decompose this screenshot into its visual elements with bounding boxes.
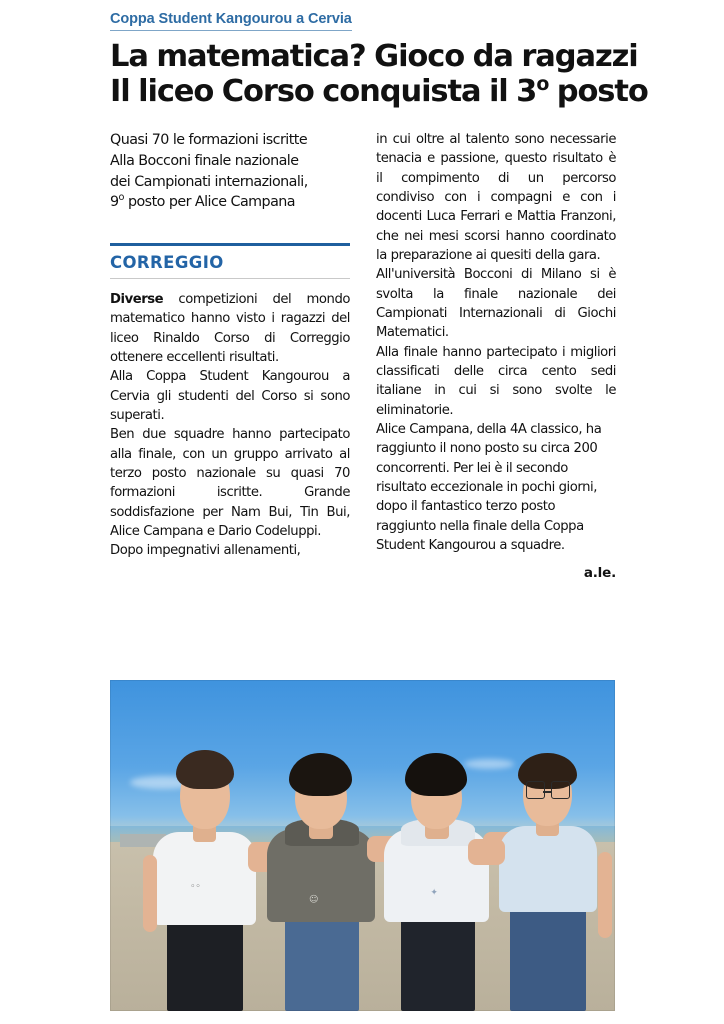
kicker-wrapper — [110, 0, 616, 31]
headline-line-2 — [110, 72, 648, 110]
paragraph: Dopo impegnativi allenamenti, — [110, 543, 301, 559]
person-2-hair — [289, 753, 352, 796]
person-1-legs — [167, 918, 243, 1011]
paragraph: in cui oltre al talento sono necessarie tenacia e passione, questo risultato è il compimento di un percorso condiviso con i compagni e con i docenti Luca Ferrari e Mattia Franzoni, che nei mesi scorsi hanno coordinato la preparazione ai quesiti della gara. — [376, 132, 616, 264]
person-3-hoodie-logo: ✦ — [430, 888, 438, 899]
paragraph: Ben due squadre hanno partecipato alla finale, con un gruppo arrivato al terzo posto nazionale su quasi 70 formazioni iscritte. Grande soddisfazione per Nam Bui, Tin Bui, Alice Campana e Dario Codeluppi. — [110, 427, 350, 539]
article-body-left — [110, 290, 350, 561]
person-4-arm-left — [468, 839, 505, 865]
lead-line-1: Quasi 70 le formazioni iscritte — [110, 132, 308, 149]
lead-line-4-text: 9 — [110, 194, 119, 211]
article-photo — [110, 680, 615, 1011]
article-body-right — [376, 130, 616, 555]
lead-line-3: dei Campionati internazionali, — [110, 173, 308, 190]
article-byline: a.le. — [583, 565, 616, 582]
glasses-lens-left — [526, 781, 545, 800]
glasses-bridge — [543, 791, 551, 793]
paragraph: Alice Campana, della 4A classico, ha raggiunto il nono posto su circa 200 concorrenti. Per lei è il secondo risultato eccezionale in pochi giorni, dopo il fantastico terzo posto raggiunto nella finale della Coppa Student Kangourou a squadre. — [376, 422, 602, 553]
person-3-hair — [405, 753, 467, 796]
lead-line-2: Alla Bocconi finale nazionale — [110, 152, 299, 169]
photo-scene — [110, 680, 615, 1011]
headline-line-2-text: Il liceo Corso conquista il 3 — [110, 73, 537, 109]
headline-line-2-tail: posto — [548, 73, 648, 109]
lead-line-4-tail: posto per Alice Campana — [123, 194, 296, 211]
paragraph: Alla finale hanno partecipato i migliori classificati delle circa cento sedi italiane in cui si sono svolte le eliminatorie. — [376, 344, 616, 418]
person-1-arm-left — [143, 855, 157, 931]
paragraph — [110, 290, 350, 367]
person-3-legs — [401, 912, 475, 1011]
person-2-legs — [285, 912, 359, 1011]
section-label-block — [110, 243, 350, 279]
person-2-hoodie-graphic: ☺ — [308, 895, 319, 906]
person-1-torso — [153, 832, 255, 925]
paragraph: Alla Coppa Student Kangourou a Cervia gli studenti del Corso si sono superati. — [110, 369, 350, 423]
paragraph: All'università Bocconi di Milano si è svolta la finale nazionale dei Campionati Internazionali di Giochi Matematici. — [376, 267, 616, 341]
article-column-right — [376, 130, 616, 581]
person-4-arm-right — [598, 852, 612, 938]
lead-ordinal-marker: o — [118, 192, 124, 204]
person-4-torso — [499, 826, 596, 912]
article-columns — [110, 130, 616, 581]
section-label: CORREGGIO — [110, 252, 224, 272]
headline-ordinal-marker: o — [536, 72, 549, 95]
person-1-hair — [176, 750, 234, 790]
person-1 — [140, 680, 271, 1011]
person-2 — [256, 680, 387, 1011]
person-4 — [484, 680, 615, 1011]
lead-line-4 — [110, 192, 350, 213]
article-content — [110, 0, 648, 582]
person-4-legs — [510, 902, 586, 1011]
article-kicker: Coppa Student Kangourou a Cervia — [110, 10, 352, 31]
section-rule-bottom — [110, 278, 350, 279]
person-1-shirt-logo: ◦◦ — [190, 881, 201, 892]
glasses-lens-right — [551, 781, 570, 800]
lead-in-bold: Diverse — [110, 291, 164, 307]
headline-line-1: La matematica? Gioco da ragazzi — [110, 39, 638, 75]
page-title — [110, 39, 648, 110]
article-column-left — [110, 130, 350, 581]
article-lead — [110, 130, 350, 213]
paragraph-text: competizioni del mondo matematico hanno visto i ragazzi del liceo Rinaldo Corso di Correggio ottenere eccellenti risultati. — [110, 291, 350, 365]
